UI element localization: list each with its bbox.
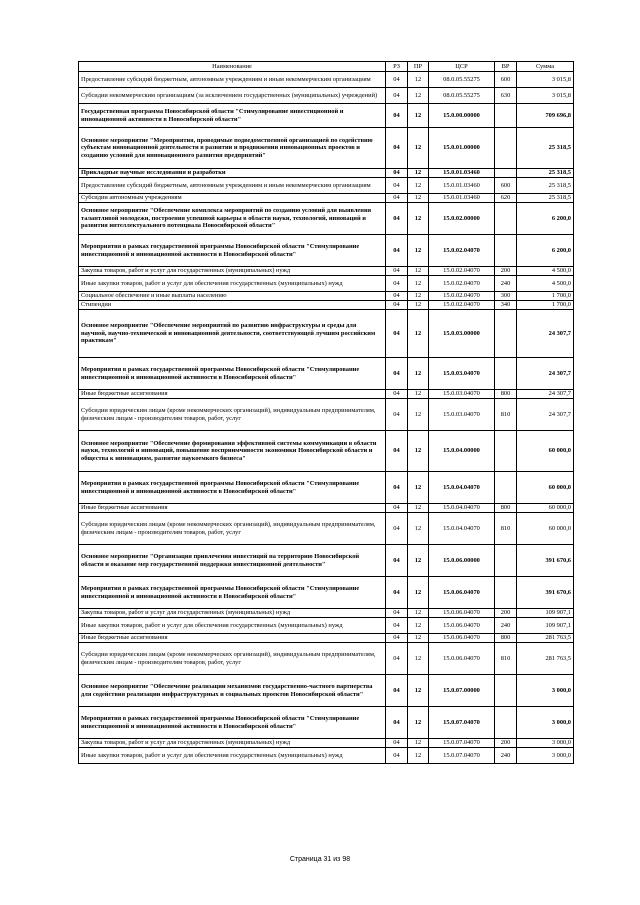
cell-vr: 300: [495, 292, 517, 301]
cell-csr: 15.0.06.04070: [429, 618, 495, 634]
cell-csr: 15.0.06.00000: [429, 545, 495, 577]
cell-rz: 04: [386, 618, 408, 634]
cell-name: Предоставление субсидий бюджетным, автономным учреждениям и иным некоммерческим организациям: [79, 178, 386, 194]
table-row: [79, 301, 574, 310]
cell-vr: 200: [495, 739, 517, 748]
table-row: [79, 276, 574, 292]
cell-sum: 391 670,6: [517, 545, 574, 577]
cell-pr: 12: [408, 577, 429, 609]
cell-rz: 04: [386, 399, 408, 431]
cell-sum: 60 000,0: [517, 504, 574, 513]
cell-sum: 3 000,0: [517, 739, 574, 748]
cell-vr: [495, 169, 517, 178]
cell-name: Субсидии юридическим лицам (кроме некоммерческих организаций), индивидуальным предпринимателям, физическим лицам - производителям товаров, работ, услуг: [79, 399, 386, 431]
cell-sum: 709 696,8: [517, 104, 574, 128]
cell-rz: 04: [386, 203, 408, 235]
cell-rz: 04: [386, 169, 408, 178]
table-row: [79, 88, 574, 104]
table-row: [79, 390, 574, 399]
cell-vr: [495, 707, 517, 739]
page-number: Страница 31 из 98: [289, 856, 351, 863]
table-row: [79, 358, 574, 390]
cell-vr: [495, 310, 517, 358]
cell-name: Иные закупки товаров, работ и услуг для обеспечения государственных (муниципальных) нужд: [79, 276, 386, 292]
cell-csr: 15.0.04.04070: [429, 513, 495, 545]
table-row: [79, 169, 574, 178]
table-row: [79, 310, 574, 358]
cell-csr: 15.0.07.04070: [429, 739, 495, 748]
cell-rz: 04: [386, 643, 408, 675]
cell-pr: 12: [408, 634, 429, 643]
cell-name: Иные бюджетные ассигнования: [79, 390, 386, 399]
cell-sum: 4 500,0: [517, 276, 574, 292]
cell-rz: 04: [386, 72, 408, 88]
cell-rz: 04: [386, 577, 408, 609]
cell-pr: 12: [408, 707, 429, 739]
cell-vr: 800: [495, 634, 517, 643]
cell-vr: [495, 675, 517, 707]
table-row: [79, 609, 574, 618]
cell-pr: 12: [408, 675, 429, 707]
cell-sum: 3 015,8: [517, 72, 574, 88]
cell-vr: 200: [495, 267, 517, 276]
table-row: [79, 194, 574, 203]
cell-pr: 12: [408, 267, 429, 276]
cell-rz: 04: [386, 504, 408, 513]
table-row: [79, 235, 574, 267]
cell-sum: 109 907,1: [517, 609, 574, 618]
cell-rz: 04: [386, 472, 408, 504]
table-row: [79, 267, 574, 276]
cell-pr: 12: [408, 643, 429, 675]
cell-pr: 12: [408, 292, 429, 301]
cell-csr: 15.0.02.04070: [429, 235, 495, 267]
cell-csr: 15.0.04.04070: [429, 472, 495, 504]
cell-sum: 60 000,0: [517, 472, 574, 504]
cell-rz: 04: [386, 748, 408, 764]
cell-vr: 240: [495, 748, 517, 764]
cell-vr: 810: [495, 513, 517, 545]
cell-name: Основное мероприятие "Обеспечение реализации механизмов государственно-частного партнерства для содействия реализации инфраструктурных и социальных проектов Новосибирской области": [79, 675, 386, 707]
cell-vr: 240: [495, 618, 517, 634]
cell-sum: 281 763,5: [517, 634, 574, 643]
table-row: [79, 399, 574, 431]
cell-sum: 3 015,8: [517, 88, 574, 104]
cell-name: Закупка товаров, работ и услуг для государственных (муниципальных) нужд: [79, 267, 386, 276]
cell-pr: 12: [408, 472, 429, 504]
cell-name: Закупка товаров, работ и услуг для государственных (муниципальных) нужд: [79, 609, 386, 618]
cell-name: Субсидии автономным учреждениям: [79, 194, 386, 203]
cell-vr: 800: [495, 390, 517, 399]
cell-pr: 12: [408, 178, 429, 194]
cell-csr: 15.0.02.04070: [429, 276, 495, 292]
cell-name: Мероприятия в рамках государственной программы Новосибирской области "Стимулирование инвестиционной и инновационной активности в Новосибирской области": [79, 358, 386, 390]
header-pr: ПР: [408, 62, 429, 72]
cell-name: Закупка товаров, работ и услуг для государственных (муниципальных) нужд: [79, 739, 386, 748]
cell-sum: 109 907,1: [517, 618, 574, 634]
table-row: [79, 513, 574, 545]
table-row: [79, 634, 574, 643]
cell-csr: 15.0.02.00000: [429, 203, 495, 235]
cell-vr: 340: [495, 301, 517, 310]
table-row: [79, 431, 574, 472]
table-row: [79, 292, 574, 301]
cell-pr: 12: [408, 504, 429, 513]
cell-pr: 12: [408, 609, 429, 618]
cell-name: Основное мероприятие "Обеспечение комплекса мероприятий по созданию условий для выявления талантливой молодежи, построения успешной карьеры в области науки, технологий, инноваций и развития интеллектуального потенциала Новосибирской области": [79, 203, 386, 235]
cell-pr: 12: [408, 169, 429, 178]
cell-vr: 600: [495, 178, 517, 194]
cell-rz: 04: [386, 178, 408, 194]
cell-pr: 12: [408, 194, 429, 203]
cell-vr: 620: [495, 194, 517, 203]
header-vr: ВР: [495, 62, 517, 72]
cell-rz: 04: [386, 235, 408, 267]
budget-table: [78, 61, 574, 764]
cell-csr: 15.0.04.04070: [429, 504, 495, 513]
cell-pr: 12: [408, 72, 429, 88]
cell-rz: 04: [386, 128, 408, 169]
cell-sum: 4 500,0: [517, 267, 574, 276]
cell-rz: 04: [386, 358, 408, 390]
cell-rz: 04: [386, 276, 408, 292]
cell-csr: 15.0.02.04070: [429, 292, 495, 301]
cell-pr: 12: [408, 235, 429, 267]
cell-sum: 3 000,0: [517, 675, 574, 707]
cell-rz: 04: [386, 739, 408, 748]
cell-vr: [495, 235, 517, 267]
cell-rz: 04: [386, 390, 408, 399]
cell-name: Предоставление субсидий бюджетным, автономным учреждениям и иным некоммерческим организациям: [79, 72, 386, 88]
cell-rz: 04: [386, 310, 408, 358]
cell-sum: 1 700,0: [517, 292, 574, 301]
cell-rz: 04: [386, 104, 408, 128]
cell-pr: 12: [408, 618, 429, 634]
cell-vr: [495, 358, 517, 390]
cell-csr: 15.0.03.00000: [429, 310, 495, 358]
cell-name: Иные закупки товаров, работ и услуг для обеспечения государственных (муниципальных) нужд: [79, 748, 386, 764]
cell-csr: 15.0.07.04070: [429, 707, 495, 739]
cell-csr: 15.0.07.00000: [429, 675, 495, 707]
cell-vr: [495, 203, 517, 235]
cell-name: Мероприятия в рамках государственной программы Новосибирской области "Стимулирование инвестиционной и инновационной активности в Новосибирской области": [79, 577, 386, 609]
cell-rz: 04: [386, 431, 408, 472]
cell-name: Социальное обеспечение и иные выплаты населению: [79, 292, 386, 301]
cell-csr: 15.0.07.04070: [429, 748, 495, 764]
cell-sum: 25 318,5: [517, 128, 574, 169]
cell-pr: 12: [408, 301, 429, 310]
cell-pr: 12: [408, 748, 429, 764]
cell-vr: 630: [495, 88, 517, 104]
cell-pr: 12: [408, 399, 429, 431]
cell-name: Мероприятия в рамках государственной программы Новосибирской области "Стимулирование инвестиционной и инновационной активности в Новосибирской области": [79, 707, 386, 739]
cell-vr: [495, 577, 517, 609]
cell-vr: 240: [495, 276, 517, 292]
cell-sum: 25 318,5: [517, 194, 574, 203]
header-name: Наименование: [79, 62, 386, 72]
cell-csr: 15.0.03.04070: [429, 399, 495, 431]
header-csr: ЦСР: [429, 62, 495, 72]
cell-pr: 12: [408, 358, 429, 390]
table-row: [79, 504, 574, 513]
cell-pr: 12: [408, 739, 429, 748]
table-row: [79, 739, 574, 748]
cell-name: Иные бюджетные ассигнования: [79, 634, 386, 643]
cell-sum: 24 307,7: [517, 390, 574, 399]
cell-sum: 60 000,0: [517, 513, 574, 545]
cell-name: Основное мероприятие "Обеспечение мероприятий по развитию инфраструктуры и среды для научной, научно-технической и инновационной деятельности, соответствующей лучшим российским практикам": [79, 310, 386, 358]
cell-rz: 04: [386, 707, 408, 739]
table-row: [79, 128, 574, 169]
table-row: [79, 707, 574, 739]
cell-csr: 15.0.04.00000: [429, 431, 495, 472]
cell-csr: 15.0.01.03460: [429, 194, 495, 203]
cell-vr: 810: [495, 399, 517, 431]
cell-csr: 15.0.06.04070: [429, 609, 495, 618]
cell-sum: 25 318,5: [517, 169, 574, 178]
cell-pr: 12: [408, 128, 429, 169]
cell-rz: 04: [386, 609, 408, 618]
cell-pr: 12: [408, 545, 429, 577]
cell-csr: 15.0.00.00000: [429, 104, 495, 128]
cell-vr: [495, 431, 517, 472]
cell-rz: 04: [386, 513, 408, 545]
cell-sum: 25 318,5: [517, 178, 574, 194]
cell-name: Субсидии юридическим лицам (кроме некоммерческих организаций), индивидуальным предпринимателям, физическим лицам - производителям товаров, работ, услуг: [79, 643, 386, 675]
cell-csr: 15.0.06.04070: [429, 577, 495, 609]
cell-sum: 24 307,7: [517, 310, 574, 358]
cell-sum: 6 200,0: [517, 203, 574, 235]
table-row: [79, 643, 574, 675]
cell-pr: 12: [408, 513, 429, 545]
cell-rz: 04: [386, 267, 408, 276]
cell-pr: 12: [408, 104, 429, 128]
cell-pr: 12: [408, 203, 429, 235]
cell-sum: 3 000,0: [517, 748, 574, 764]
cell-rz: 04: [386, 88, 408, 104]
cell-name: Субсидии юридическим лицам (кроме некоммерческих организаций), индивидуальным предпринимателям, физическим лицам - производителям товаров, работ, услуг: [79, 513, 386, 545]
cell-vr: 600: [495, 72, 517, 88]
cell-sum: 391 670,6: [517, 577, 574, 609]
table-row: [79, 618, 574, 634]
cell-pr: 12: [408, 88, 429, 104]
cell-csr: 15.0.03.04070: [429, 358, 495, 390]
cell-csr: 08.0.05.55275: [429, 72, 495, 88]
cell-rz: 04: [386, 194, 408, 203]
cell-sum: 60 000,0: [517, 431, 574, 472]
cell-vr: [495, 128, 517, 169]
header-rz: РЗ: [386, 62, 408, 72]
cell-pr: 12: [408, 310, 429, 358]
table-row: [79, 577, 574, 609]
cell-rz: 04: [386, 675, 408, 707]
cell-vr: 800: [495, 504, 517, 513]
table-header-row: [79, 62, 574, 72]
cell-sum: 3 000,0: [517, 707, 574, 739]
cell-name: Основное мероприятие "Мероприятия, проводимые подведомственной организацией по содействию субъектам инновационной деятельности в развитии и продвижении инновационных проектов и созданию условий для инновационного развития предприятий": [79, 128, 386, 169]
table-row: [79, 472, 574, 504]
cell-name: Государственная программа Новосибирской области "Стимулирование инвестиционной и инновационной активности в Новосибирской области": [79, 104, 386, 128]
cell-name: Основное мероприятие "Организация привлечения инвестиций на территорию Новосибирской области и оказание мер государственной поддержки инвестиционной деятельности": [79, 545, 386, 577]
cell-name: Иные бюджетные ассигнования: [79, 504, 386, 513]
cell-csr: 15.0.01.00000: [429, 128, 495, 169]
cell-pr: 12: [408, 390, 429, 399]
cell-rz: 04: [386, 634, 408, 643]
table-row: [79, 72, 574, 88]
table-row: [79, 748, 574, 764]
cell-pr: 12: [408, 431, 429, 472]
cell-rz: 04: [386, 545, 408, 577]
cell-csr: 15.0.03.04070: [429, 390, 495, 399]
cell-csr: 15.0.02.04070: [429, 301, 495, 310]
cell-csr: 15.0.02.04070: [429, 267, 495, 276]
cell-csr: 15.0.06.04070: [429, 634, 495, 643]
cell-sum: 24 307,7: [517, 358, 574, 390]
cell-name: Основное мероприятие "Обеспечение формирования эффективной системы коммуникации в области науки, технологий и инноваций, повышение восприимчивости экономики Новосибирской области и общества к инновациям, развитие наукоемкого бизнеса": [79, 431, 386, 472]
cell-csr: 15.0.06.04070: [429, 643, 495, 675]
table-row: [79, 104, 574, 128]
cell-sum: 281 763,5: [517, 643, 574, 675]
table-body: [79, 72, 574, 764]
cell-name: Стипендии: [79, 301, 386, 310]
cell-vr: [495, 472, 517, 504]
cell-vr: 200: [495, 609, 517, 618]
cell-csr: 15.0.01.03460: [429, 169, 495, 178]
header-sum: Сумма: [517, 62, 574, 72]
table-row: [79, 178, 574, 194]
cell-vr: [495, 545, 517, 577]
table-row: [79, 203, 574, 235]
cell-sum: 24 307,7: [517, 399, 574, 431]
cell-name: Субсидии некоммерческим организациям (за исключением государственных (муниципальных) учреждений): [79, 88, 386, 104]
cell-csr: 15.0.01.03460: [429, 178, 495, 194]
table-row: [79, 545, 574, 577]
cell-rz: 04: [386, 292, 408, 301]
cell-csr: 08.0.05.55275: [429, 88, 495, 104]
cell-name: Прикладные научные исследования и разработки: [79, 169, 386, 178]
cell-vr: 810: [495, 643, 517, 675]
cell-name: Мероприятия в рамках государственной программы Новосибирской области "Стимулирование инвестиционной и инновационной активности в Новосибирской области": [79, 235, 386, 267]
table-row: [79, 675, 574, 707]
cell-sum: 1 700,0: [517, 301, 574, 310]
cell-sum: 6 200,0: [517, 235, 574, 267]
cell-pr: 12: [408, 276, 429, 292]
cell-vr: [495, 104, 517, 128]
cell-rz: 04: [386, 301, 408, 310]
cell-name: Мероприятия в рамках государственной программы Новосибирской области "Стимулирование инвестиционной и инновационной активности в Новосибирской области": [79, 472, 386, 504]
cell-name: Иные закупки товаров, работ и услуг для обеспечения государственных (муниципальных) нужд: [79, 618, 386, 634]
